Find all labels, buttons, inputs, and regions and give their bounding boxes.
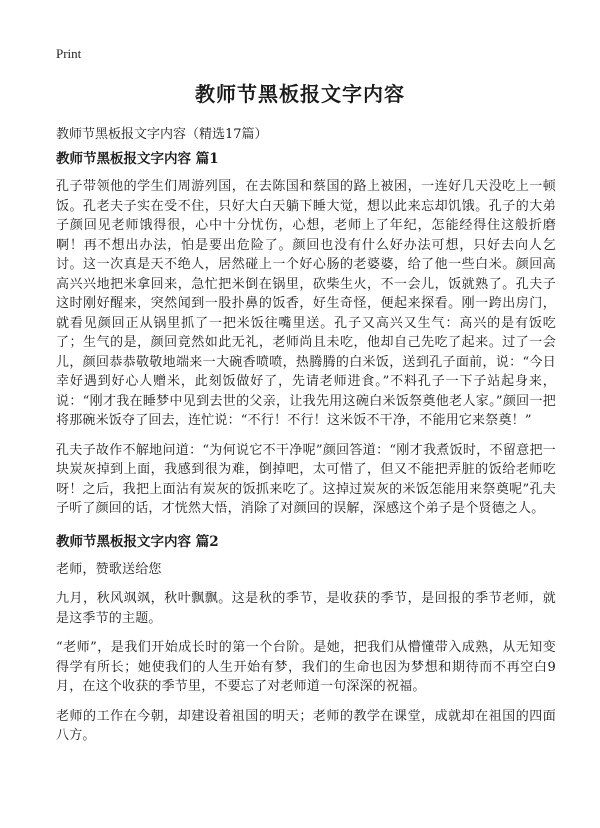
paragraph: “老师”，是我们开始成长时的第一个台阶。是她，把我们从懵懂带入成熟，从无知变得学有所长；她使我们的人生开始有梦，我们的生命也因为梦想和期待而不再空白9月，在这个收获的季节里，不要忘了对老师道一句深深的祝福。: [56, 640, 556, 694]
print-link[interactable]: Print: [56, 46, 82, 61]
paragraph: 老师，赞歌送给您: [56, 561, 162, 577]
section-2: [56, 533, 556, 746]
page-subtitle: 教师节黑板报文字内容（精选17篇）: [56, 127, 268, 142]
paragraph: 孔子带领他的学生们周游列国，在去陈国和蔡国的路上被困，一连好几天没吃上一顿饭。孔老夫子实在受不住，只好大白天躺下睡大觉，想以此来忘却饥饿。孔子的大弟子颜回见老师饿得很，心中十分忧伤，心想，老师上了年纪，怎能经得住这般折磨啊！再不想出办法，怕是要出危险了。颜回也没有什么好办法可想，只好去向人乞讨。这一次真是天不绝人，居然碰上一个好心肠的老婆婆，给了他一些白米。颜回高高兴兴地把米拿回来，急忙把米倒在锅里，砍柴生火，不一会儿，饭就熟了。孔夫子这时刚好醒来，突然闻到一股扑鼻的饭香，好生奇怪，便起来探看。刚一跨出房门，就看见颜回正从锅里抓了一把米饭往嘴里送。孔子又高兴又生气：高兴的是有饭吃了；生气的是，颜回竟然如此无礼，老师尚且未吃，他却自己先吃了起来。过了一会儿，颜回恭恭敬敬地端来一大碗香喷喷，热腾腾的白米饭，送到孔子面前，说：“今日幸好遇到好心人赠米，此刻饭做好了，先请老师进食。”不料孔子一下子站起身来，说：“刚才我在睡梦中见到去世的父亲，让我先用这碗白米饭祭奠他老人家。”颜回一把将那碗米饭夺了回去，连忙说：“不行！不行！这米饭不干净，不能用它来祭奠！”: [56, 179, 556, 428]
page-title: 教师节黑板报文字内容: [195, 82, 405, 106]
section-1: [56, 150, 556, 519]
section-heading: 教师节黑板报文字内容 篇2: [56, 533, 219, 550]
section-heading: 教师节黑板报文字内容 篇1: [56, 151, 219, 167]
paragraph: 孔夫子故作不解地问道：“为何说它不干净呢”颜回答道：“刚才我煮饭时，不留意把一块炭灰掉到上面，我感到很为难，倒掉吧，太可惜了，但又不能把弄脏的饭给老师吃呀！之后，我把上面沾有炭灰的饭抓来吃了。这掉过炭灰的米饭怎能用来祭奠呢”孔夫子听了颜回的话，才恍然大悟，消除了对颜回的误解，深感这个弟子是个贤德之人。: [56, 442, 556, 516]
paragraph: 老师的工作在今朝，却建设着祖国的明天；老师的教学在课堂，成就却在祖国的四面八方。: [56, 708, 556, 743]
article-content: [56, 150, 556, 756]
paragraph: 九月，秋风飒飒，秋叶飘飘。这是秋的季节，是收获的季节，是回报的季节老师，就是这季节的主题。: [56, 591, 556, 626]
